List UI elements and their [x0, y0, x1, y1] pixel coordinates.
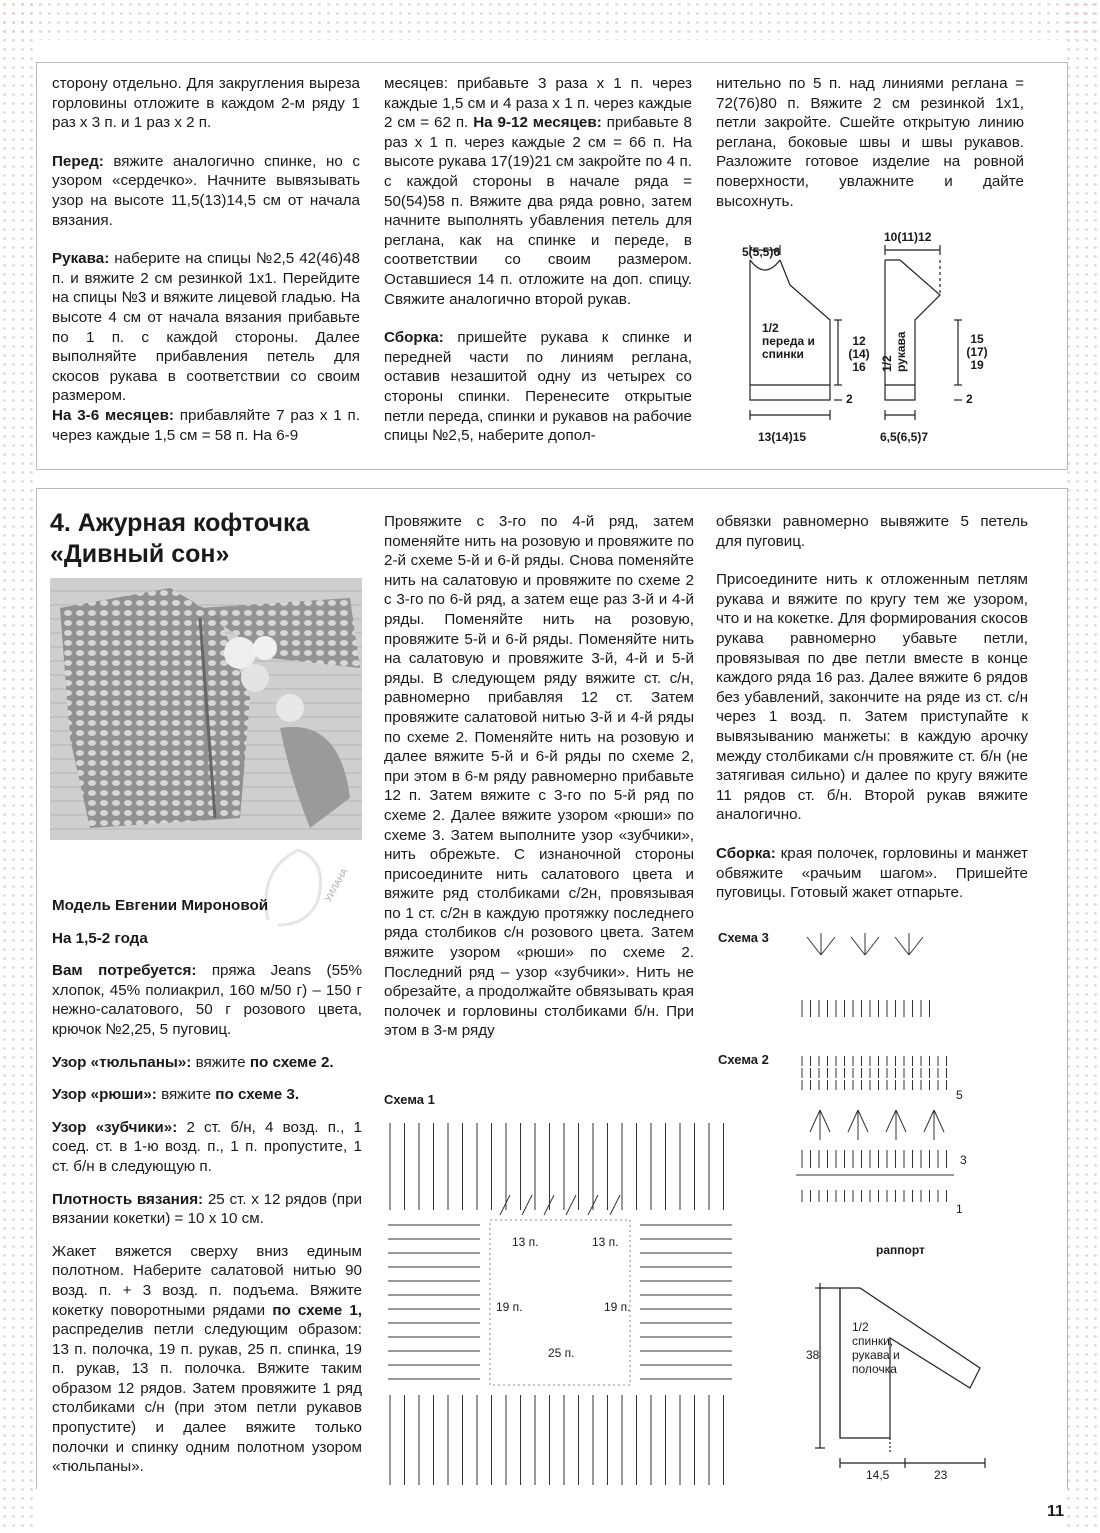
model-credit: Модель Евгении Мироновой	[52, 897, 269, 914]
top-col1-p2: Перед: вяжите аналогично спинке, но с узором «сердечко». Начните вывязывать узор на высоте 11,5(13)14,5 см от начала вязания.	[52, 152, 360, 229]
schema1-19b: 19 п.	[604, 1300, 631, 1314]
body-bottom-dim: 13(14)15	[758, 430, 807, 444]
garment-height: 38	[806, 1348, 820, 1362]
schema2-row5: 5	[956, 1088, 963, 1102]
garment-label: 1/2 спинки, рукава и полочка	[852, 1320, 900, 1376]
top-col2-p2: Сборка: пришейте рукава к спинке и передней части по линиям реглана, оставив незашитой одну из четырех со стороны спинки. Перенесите открытые петли переда, спинки и рукавов на рабочие спицы №2,5, наберите допол-	[384, 329, 692, 445]
sleeve-height-dim: 15 (17) 19	[966, 332, 988, 372]
schema1-13b: 13 п.	[592, 1235, 619, 1249]
article-col3-p2: Присоедините нить к отложенным петлям рукава и вяжите по кругу тем же узором, что и на кокетке. Для формирования скосов рукава равномерно убавьте петли, провязывая по две петли вместе в конце каждого ряда 16 раз. Далее вяжите 6 рядов без убавлений, закончите на ряде из ст. с/н через 1 возд. п. Затем приступайте к вывязыванию манжеты: в каждую арочку между столбиками с/н провяжите ст. б/н (не затягивая сильно) и далее по кругу вяжите 11 рядов ст. б/н. Второй рукав вяжите аналогично.	[716, 571, 1028, 824]
schema1-chart	[380, 1115, 740, 1490]
pattern-ruffles: Узор «рюши»: вяжите по схеме 3.	[52, 1086, 300, 1104]
top-col1-p1: сторону отдельно. Для закругления выреза горловины отложите в каждом 2-м ряду 1 раз х 3 п. и 1 раз х 2 п.	[52, 75, 360, 132]
schema2-row3: 3	[960, 1153, 967, 1167]
schema1-label: Схема 1	[384, 1092, 435, 1107]
article-col2-para: Провяжите с 3-го по 4-й ряд, затем поменяйте нить на розовую и провяжите по 2-й схеме 5-й и 6-й ряды. Снова поменяйте нить на салатовую и провяжите по схеме 2 с 3-го по 6-й ряд, а затем еще раз 3-й и 4-й ряды. Поменяйте нить на розовую, провяжите 5-й и 6-й ряды. Поменяйте нить на салатовую и провяжите 3-й, 4-й и 5-й ряды. В следующем ряду вяжите ст. с/н, равномерно прибавляя 12 ст. Затем провяжите салатовой нитью 3-й и 4-й ряды по схеме 2. Поменяйте нить на розовую и далее вяжите 5-й и 6-й ряды по схеме 2, при этом в 6-м ряду равномерно прибавьте 12 п. Затем вяжите с 3-го по 5-й ряд по схеме 2. Далее вяжите узором «рюши» по схеме 3. Затем выполните узор «зубчики», нить обрежьте. С изнаночной стороны присоедините нить салатового цвета и вяжите ряд столбиками с/2н, провязывая по 1 ст. с/2н в каждую протяжку последнего ряда столбиков с/н розового цвета. Затем вяжите узором «рюши» по схеме 2. Последний ряд – узор «зубчики». Нить не обрезайте, а продолжайте обвязывать края полочек и горловины столбиками б/н. При этом в 3-м ряду	[384, 513, 694, 1040]
page-number: 11	[1047, 1503, 1064, 1520]
body-height-dim: 12 (14) 16	[848, 334, 870, 374]
decor-dots-left	[0, 0, 36, 1533]
decor-dots-top	[0, 0, 1100, 40]
top-col1-p4: На 3-6 месяцев: прибавляйте 7 раз х 1 п. через каждые 1,5 см = 58 п. На 6-9	[52, 406, 360, 444]
article-col-2	[384, 512, 694, 1060]
neck-curve	[750, 260, 780, 270]
article-title	[50, 508, 309, 570]
assembly-para: Сборка: края полочек, горловины и манжет обвяжите «рачьим шагом». Пришейте пуговицы. Готовый жакет отпарьте.	[716, 844, 1028, 902]
size-line: На 1,5-2 года	[52, 929, 148, 947]
schema3-chart	[796, 925, 946, 1025]
schema2-repeat: раппорт	[876, 1243, 925, 1257]
product-photo	[50, 578, 362, 840]
density-para: Плотность вязания: 25 ст. х 12 рядов (при вязании кокетки) = 10 х 10 см.	[52, 1190, 362, 1228]
sleeve-top-dim: 10(11)12	[884, 230, 932, 244]
garment-w2: 23	[934, 1468, 948, 1482]
schema1-19a: 19 п.	[496, 1300, 523, 1314]
garment-w1: 14,5	[866, 1468, 890, 1482]
article-col-1	[52, 896, 362, 1496]
article-col3-p1: обвязки равномерно вывяжите 5 петель для пуговиц.	[716, 513, 1028, 550]
schema1-25: 25 п.	[548, 1346, 575, 1360]
body-top-dim: 5(5,5)6	[742, 245, 781, 259]
pattern-tulips: Узор «тюльпаны»: вяжите по схеме 2.	[52, 1053, 334, 1071]
garment-diagram	[800, 1278, 1000, 1498]
schema2-label: Схема 2	[718, 1052, 769, 1067]
article-title-line2: «Дивный сон»	[50, 540, 230, 568]
top-col3-p1: нительно по 5 п. над линиями реглана = 72(76)80 п. Вяжите 2 см резинкой 1х1, петли закройте. Сшейте открытую линию реглана, боковые швы и швы рукавов. Разложите готовое изделие на ровной поверхности, увлажните и дайте высохнуть.	[716, 75, 1024, 210]
sleeve-rib-dim: 2	[966, 392, 973, 406]
schema3-label: Схема 3	[718, 930, 769, 945]
article-title-line1: 4. Ажурная кофточка	[50, 509, 310, 537]
body-label: 1/2 переда и спинки	[762, 321, 815, 361]
watermark-text: УИЛАНА	[322, 866, 350, 904]
top-col-1	[52, 74, 360, 464]
sleeve-bottom-dim: 6,5(6,5)7	[880, 430, 929, 444]
top-col1-p3: Рукава: наберите на спицы №2,5 42(46)48 п. и вяжите 2 см резинкой 1х1. Перейдите на спицы №3 и вяжите лицевой гладью. На высоте 4 см от начала вязания прибавьте по 1 п. с каждой стороны. Далее выполняйте прибавления петель для скосов рукава в соответствии со своим размером.	[52, 250, 360, 405]
schema2-chart	[796, 1050, 956, 1220]
materials-para: Вам потребуется: пряжа Jeans (55% хлопок, 45% полиакрил, 160 м/50 г) – 150 г нежно-салатового, 50 г розового цвета, крючок №2,25, 5 пуговиц.	[52, 962, 362, 1038]
pattern-picots: Узор «зубчики»: 2 ст. б/н, 4 возд. п., 1 соед. ст. в 1-ю возд. п., 1 п. пропустите, 1 ст. б/н в следующую п.	[52, 1118, 362, 1175]
instructions-para: Жакет вяжется сверху вниз единым полотном. Наберите салатовой нитью 90 возд. п. + 3 возд. п. подъема. Вяжите кокетку поворотными рядами по схеме 1, распределив петли следующим образом: 13 п. полочка, 19 п. рукав, 25 п. спинка, 19 п. рукав, 13 п. полочка. Вяжите таким образом 12 рядов. Затем провяжите 1 ряд столбиками с/н (при этом петли рукавов пропустите) и далее вяжите только полочки и спинку одним полотном узором «тюльпаны».	[52, 1242, 362, 1476]
top-col-2	[384, 74, 692, 465]
schema1-13a: 13 п.	[512, 1235, 539, 1249]
article-col-3	[716, 512, 1028, 922]
schema2-row1: 1	[956, 1202, 963, 1216]
top-col-3	[716, 74, 1024, 230]
top-col2-p1: месяцев: прибавьте 3 раза х 1 п. через каждые 1,5 см и 4 раза х 1 п. через каждые 2 см = 62 п. На 9-12 месяцев: прибавьте 8 раз х 1 п. через каждые 2 см = 66 п. На высоте рукава 17(19)21 см закройте по 4 п. с каждой стороны в начале ряда = 50(54)58 п. Вяжите два ряда ровно, затем начните выполнять убавления петель для реглана, как на спинке и переде, в соответствии со своим размером. Оставшиеся 14 п. отложите на доп. спицу. Свяжите аналогично второй рукав.	[384, 75, 692, 308]
body-rib-dim: 2	[846, 392, 853, 406]
sleeve-label: 1/2 рукава	[880, 331, 908, 372]
decor-dots-right	[1064, 0, 1100, 1533]
